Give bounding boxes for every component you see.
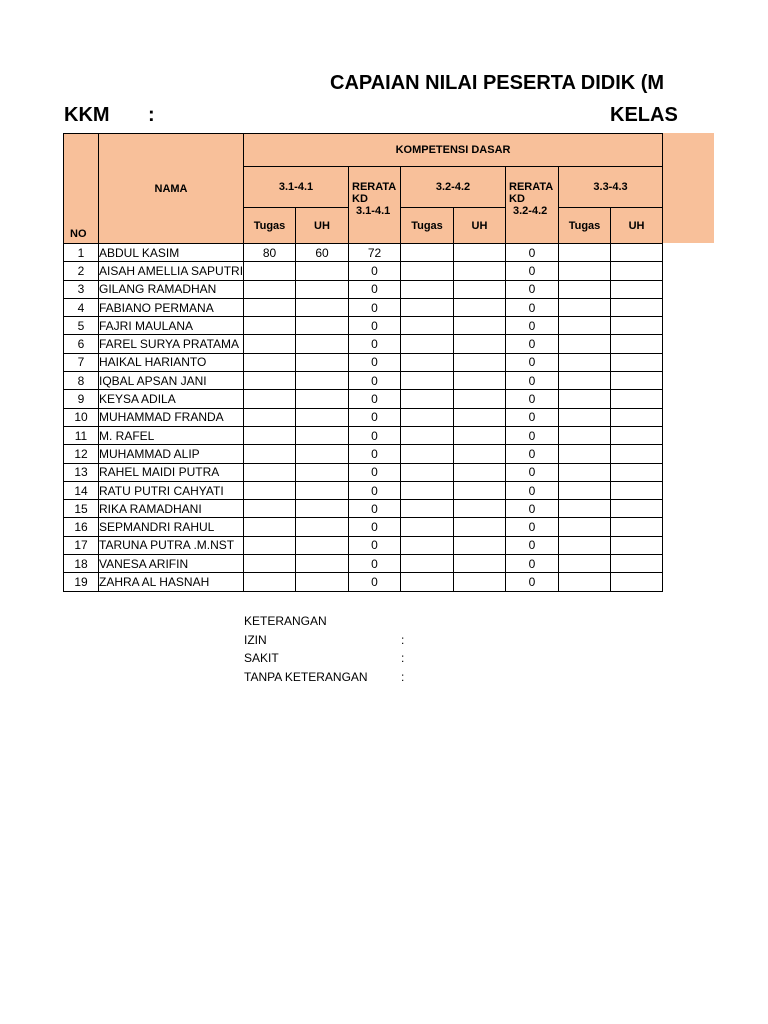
rerata-label: RERATA bbox=[509, 181, 554, 193]
kd1-rerata-cell: 72 bbox=[349, 244, 401, 262]
kd3-tugas-cell bbox=[559, 463, 611, 481]
kd3-tugas-cell bbox=[559, 372, 611, 390]
kd2-rerata-cell: 0 bbox=[506, 463, 559, 481]
student-name: KEYSA ADILA bbox=[99, 390, 244, 408]
kd1-tugas-cell bbox=[244, 445, 296, 463]
kd3-tugas-cell bbox=[559, 408, 611, 426]
table-row bbox=[64, 335, 663, 353]
kd3-uh-cell bbox=[611, 372, 663, 390]
table-row bbox=[64, 372, 663, 390]
kd2-rerata-cell: 0 bbox=[506, 555, 559, 573]
kd1-rerata-cell: 0 bbox=[349, 481, 401, 499]
kd2-rerata-cell: 0 bbox=[506, 536, 559, 554]
student-name: VANESA ARIFIN bbox=[99, 555, 244, 573]
student-name: RIKA RAMADHANI bbox=[99, 500, 244, 518]
table-row bbox=[64, 555, 663, 573]
kd3-uh-cell bbox=[611, 518, 663, 536]
kd3-uh-cell bbox=[611, 463, 663, 481]
row-number: 12 bbox=[64, 445, 99, 463]
row-number: 18 bbox=[64, 555, 99, 573]
row-number: 4 bbox=[64, 298, 99, 316]
kd1-uh-cell bbox=[296, 463, 349, 481]
kd1-tugas-cell bbox=[244, 298, 296, 316]
note-label: SAKIT bbox=[244, 651, 279, 665]
kd1-tugas-cell bbox=[244, 408, 296, 426]
kd2-uh-cell bbox=[454, 244, 506, 262]
kd1-rerata-cell: 0 bbox=[349, 573, 401, 591]
table-row bbox=[64, 317, 663, 335]
header-uh: UH bbox=[454, 208, 506, 244]
kd1-rerata-cell: 0 bbox=[349, 408, 401, 426]
kd2-rerata-cell: 0 bbox=[506, 408, 559, 426]
row-number: 5 bbox=[64, 317, 99, 335]
kd1-tugas-cell bbox=[244, 481, 296, 499]
kd3-tugas-cell bbox=[559, 426, 611, 444]
kd3-uh-cell bbox=[611, 390, 663, 408]
rerata-kd-label: KD bbox=[352, 193, 368, 205]
kd1-rerata-cell: 0 bbox=[349, 317, 401, 335]
note-row-izin bbox=[244, 631, 414, 650]
table-row bbox=[64, 518, 663, 536]
kd2-uh-cell bbox=[454, 536, 506, 554]
kd3-tugas-cell bbox=[559, 481, 611, 499]
kd3-tugas-cell bbox=[559, 390, 611, 408]
kd1-tugas-cell bbox=[244, 353, 296, 371]
kd1-tugas-cell bbox=[244, 500, 296, 518]
kd3-tugas-cell bbox=[559, 353, 611, 371]
notes-section bbox=[244, 612, 414, 686]
kd2-uh-cell bbox=[454, 555, 506, 573]
kd1-tugas-cell bbox=[244, 573, 296, 591]
kd1-rerata-cell: 0 bbox=[349, 463, 401, 481]
header-rerata-kd-3-1 bbox=[349, 167, 401, 244]
kd1-rerata-cell: 0 bbox=[349, 555, 401, 573]
table-row bbox=[64, 408, 663, 426]
kd3-uh-cell bbox=[611, 426, 663, 444]
header-rerata-kd-3-2 bbox=[506, 167, 559, 244]
kd3-tugas-cell bbox=[559, 445, 611, 463]
header-tugas: Tugas bbox=[559, 208, 611, 244]
student-name: FABIANO PERMANA bbox=[99, 298, 244, 316]
kd2-tugas-cell bbox=[401, 372, 454, 390]
kd3-tugas-cell bbox=[559, 298, 611, 316]
note-colon: : bbox=[401, 669, 405, 684]
kd3-tugas-cell bbox=[559, 573, 611, 591]
kd2-rerata-cell: 0 bbox=[506, 500, 559, 518]
kd1-rerata-cell: 0 bbox=[349, 445, 401, 463]
kd2-rerata-cell: 0 bbox=[506, 335, 559, 353]
kd2-tugas-cell bbox=[401, 244, 454, 262]
kd1-rerata-cell: 0 bbox=[349, 372, 401, 390]
note-label: TANPA KETERANGAN bbox=[244, 669, 368, 684]
kd1-tugas-cell bbox=[244, 463, 296, 481]
kd1-rerata-cell: 0 bbox=[349, 298, 401, 316]
grades-table bbox=[63, 133, 663, 592]
kd2-tugas-cell bbox=[401, 317, 454, 335]
rerata-label: RERATA bbox=[352, 181, 397, 193]
table-row bbox=[64, 481, 663, 499]
kd1-tugas-cell bbox=[244, 555, 296, 573]
row-number: 8 bbox=[64, 372, 99, 390]
kd3-tugas-cell bbox=[559, 262, 611, 280]
student-name: MUHAMMAD ALIP bbox=[99, 445, 244, 463]
kd2-uh-cell bbox=[454, 390, 506, 408]
table-row bbox=[64, 445, 663, 463]
kelas-label: KELAS bbox=[610, 104, 678, 126]
row-number: 3 bbox=[64, 280, 99, 298]
kd1-rerata-cell: 0 bbox=[349, 500, 401, 518]
row-number: 7 bbox=[64, 353, 99, 371]
kd1-uh-cell bbox=[296, 481, 349, 499]
kd2-tugas-cell bbox=[401, 280, 454, 298]
student-name: ABDUL KASIM bbox=[99, 244, 244, 262]
header-tugas: Tugas bbox=[244, 208, 296, 244]
kd3-tugas-cell bbox=[559, 500, 611, 518]
kd2-tugas-cell bbox=[401, 500, 454, 518]
kd2-tugas-cell bbox=[401, 408, 454, 426]
table-row bbox=[64, 463, 663, 481]
kd1-rerata-cell: 0 bbox=[349, 518, 401, 536]
kd2-tugas-cell bbox=[401, 536, 454, 554]
student-name: M. RAFEL bbox=[99, 426, 244, 444]
kd3-uh-cell bbox=[611, 536, 663, 554]
row-number: 9 bbox=[64, 390, 99, 408]
row-number: 1 bbox=[64, 244, 99, 262]
kd2-rerata-cell: 0 bbox=[506, 390, 559, 408]
kkm-label: KKM bbox=[64, 104, 110, 126]
kd3-uh-cell bbox=[611, 500, 663, 518]
kd2-uh-cell bbox=[454, 445, 506, 463]
student-name: SEPMANDRI RAHUL bbox=[99, 518, 244, 536]
table-row bbox=[64, 573, 663, 591]
student-name: FAJRI MAULANA bbox=[99, 317, 244, 335]
kd1-uh-cell bbox=[296, 500, 349, 518]
kd1-uh-cell bbox=[296, 353, 349, 371]
kd2-rerata-cell: 0 bbox=[506, 573, 559, 591]
kd1-uh-cell: 60 bbox=[296, 244, 349, 262]
kd3-tugas-cell bbox=[559, 335, 611, 353]
header-kd-3-3: 3.3-4.3 bbox=[559, 167, 663, 208]
grade-rows bbox=[64, 244, 663, 592]
kd2-tugas-cell bbox=[401, 445, 454, 463]
kd3-uh-cell bbox=[611, 262, 663, 280]
kd2-uh-cell bbox=[454, 426, 506, 444]
kd1-rerata-cell: 0 bbox=[349, 262, 401, 280]
kd1-rerata-cell: 0 bbox=[349, 426, 401, 444]
note-row-tanpa-keterangan bbox=[244, 668, 414, 687]
kd3-uh-cell bbox=[611, 353, 663, 371]
kd2-uh-cell bbox=[454, 280, 506, 298]
kd2-tugas-cell bbox=[401, 262, 454, 280]
kd2-tugas-cell bbox=[401, 298, 454, 316]
kd1-uh-cell bbox=[296, 408, 349, 426]
kd3-uh-cell bbox=[611, 445, 663, 463]
kd1-tugas-cell bbox=[244, 372, 296, 390]
kd2-rerata-cell: 0 bbox=[506, 481, 559, 499]
kd3-uh-cell bbox=[611, 408, 663, 426]
row-number: 19 bbox=[64, 573, 99, 591]
kd1-tugas-cell bbox=[244, 317, 296, 335]
kd1-rerata-cell: 0 bbox=[349, 280, 401, 298]
kd1-uh-cell bbox=[296, 262, 349, 280]
kd1-uh-cell bbox=[296, 390, 349, 408]
kd2-uh-cell bbox=[454, 353, 506, 371]
kd1-tugas-cell bbox=[244, 426, 296, 444]
table-row bbox=[64, 244, 663, 262]
kd3-uh-cell bbox=[611, 244, 663, 262]
kd2-uh-cell bbox=[454, 298, 506, 316]
header-uh: UH bbox=[611, 208, 663, 244]
kd2-rerata-cell: 0 bbox=[506, 353, 559, 371]
kkm-colon: : bbox=[148, 104, 155, 126]
kd2-tugas-cell bbox=[401, 353, 454, 371]
table-row bbox=[64, 390, 663, 408]
student-name: RAHEL MAIDI PUTRA bbox=[99, 463, 244, 481]
row-number: 16 bbox=[64, 518, 99, 536]
row-number: 10 bbox=[64, 408, 99, 426]
kd1-uh-cell bbox=[296, 518, 349, 536]
header-kompetensi-dasar: KOMPETENSI DASAR bbox=[244, 134, 663, 167]
kd2-tugas-cell bbox=[401, 335, 454, 353]
kd2-rerata-cell: 0 bbox=[506, 445, 559, 463]
row-number: 2 bbox=[64, 262, 99, 280]
student-name: ZAHRA AL HASNAH bbox=[99, 573, 244, 591]
kd3-tugas-cell bbox=[559, 280, 611, 298]
notes-title: KETERANGAN bbox=[244, 614, 327, 628]
header-nama: NAMA bbox=[99, 134, 244, 244]
kd1-tugas-cell bbox=[244, 518, 296, 536]
student-name: AISAH AMELLIA SAPUTRI bbox=[99, 262, 244, 280]
student-name: IQBAL APSAN JANI bbox=[99, 372, 244, 390]
kd1-uh-cell bbox=[296, 298, 349, 316]
kd1-tugas-cell bbox=[244, 335, 296, 353]
kd1-rerata-cell: 0 bbox=[349, 536, 401, 554]
student-name: MUHAMMAD FRANDA bbox=[99, 408, 244, 426]
student-name: HAIKAL HARIANTO bbox=[99, 353, 244, 371]
header-uh: UH bbox=[296, 208, 349, 244]
table-row bbox=[64, 280, 663, 298]
kd2-rerata-cell: 0 bbox=[506, 426, 559, 444]
table-row bbox=[64, 298, 663, 316]
kd1-rerata-cell: 0 bbox=[349, 353, 401, 371]
table-row bbox=[64, 353, 663, 371]
kd1-uh-cell bbox=[296, 445, 349, 463]
rerata-kd-label: KD bbox=[509, 193, 525, 205]
kd1-uh-cell bbox=[296, 573, 349, 591]
kd3-uh-cell bbox=[611, 317, 663, 335]
kd2-uh-cell bbox=[454, 500, 506, 518]
kd3-uh-cell bbox=[611, 298, 663, 316]
kd2-rerata-cell: 0 bbox=[506, 244, 559, 262]
kd2-tugas-cell bbox=[401, 481, 454, 499]
table-row bbox=[64, 262, 663, 280]
student-name: TARUNA PUTRA .M.NST bbox=[99, 536, 244, 554]
table-row bbox=[64, 500, 663, 518]
kd2-rerata-cell: 0 bbox=[506, 298, 559, 316]
kd3-tugas-cell bbox=[559, 555, 611, 573]
kd3-uh-cell bbox=[611, 335, 663, 353]
kd2-uh-cell bbox=[454, 335, 506, 353]
kd1-uh-cell bbox=[296, 335, 349, 353]
kd2-uh-cell bbox=[454, 463, 506, 481]
kd3-uh-cell bbox=[611, 481, 663, 499]
kd2-uh-cell bbox=[454, 372, 506, 390]
kd1-tugas-cell bbox=[244, 262, 296, 280]
kd3-tugas-cell bbox=[559, 518, 611, 536]
note-label: IZIN bbox=[244, 632, 267, 647]
kd1-tugas-cell: 80 bbox=[244, 244, 296, 262]
kd3-tugas-cell bbox=[559, 536, 611, 554]
kd1-uh-cell bbox=[296, 372, 349, 390]
note-colon: : bbox=[401, 632, 405, 647]
row-number: 6 bbox=[64, 335, 99, 353]
kd2-tugas-cell bbox=[401, 518, 454, 536]
table-row bbox=[64, 426, 663, 444]
kd1-tugas-cell bbox=[244, 280, 296, 298]
kd1-uh-cell bbox=[296, 426, 349, 444]
kd2-uh-cell bbox=[454, 573, 506, 591]
header-tugas: Tugas bbox=[401, 208, 454, 244]
kd2-tugas-cell bbox=[401, 426, 454, 444]
header-fill-extension bbox=[662, 133, 714, 243]
kd1-rerata-cell: 0 bbox=[349, 390, 401, 408]
note-colon: : bbox=[401, 651, 405, 665]
kd1-uh-cell bbox=[296, 536, 349, 554]
kd1-rerata-cell: 0 bbox=[349, 335, 401, 353]
header-no: NO bbox=[64, 134, 99, 244]
student-name: FAREL SURYA PRATAMA bbox=[99, 335, 244, 353]
kd3-uh-cell bbox=[611, 573, 663, 591]
kd2-tugas-cell bbox=[401, 555, 454, 573]
note-row-sakit bbox=[244, 649, 414, 668]
kd1-tugas-cell bbox=[244, 390, 296, 408]
kd3-tugas-cell bbox=[559, 317, 611, 335]
row-number: 14 bbox=[64, 481, 99, 499]
rerata-range-label: 3.2-4.2 bbox=[513, 205, 548, 217]
row-number: 15 bbox=[64, 500, 99, 518]
row-number: 13 bbox=[64, 463, 99, 481]
rerata-range-label: 3.1-4.1 bbox=[356, 205, 391, 217]
kd3-uh-cell bbox=[611, 280, 663, 298]
header-kd-3-2: 3.2-4.2 bbox=[401, 167, 506, 208]
kd1-uh-cell bbox=[296, 555, 349, 573]
kd1-uh-cell bbox=[296, 317, 349, 335]
kd2-uh-cell bbox=[454, 262, 506, 280]
kd2-tugas-cell bbox=[401, 573, 454, 591]
kd2-rerata-cell: 0 bbox=[506, 518, 559, 536]
page-title: CAPAIAN NILAI PESERTA DIDIK (M bbox=[330, 72, 665, 94]
student-name: RATU PUTRI CAHYATI bbox=[99, 481, 244, 499]
kd2-uh-cell bbox=[454, 317, 506, 335]
table-row bbox=[64, 536, 663, 554]
row-number: 17 bbox=[64, 536, 99, 554]
kd2-tugas-cell bbox=[401, 463, 454, 481]
kd1-uh-cell bbox=[296, 280, 349, 298]
kd3-tugas-cell bbox=[559, 244, 611, 262]
kd2-uh-cell bbox=[454, 481, 506, 499]
row-number: 11 bbox=[64, 426, 99, 444]
kd2-uh-cell bbox=[454, 518, 506, 536]
notes-title-row bbox=[244, 612, 414, 631]
student-name: GILANG RAMADHAN bbox=[99, 280, 244, 298]
kd2-uh-cell bbox=[454, 408, 506, 426]
kd3-uh-cell bbox=[611, 555, 663, 573]
kd2-rerata-cell: 0 bbox=[506, 317, 559, 335]
kd1-tugas-cell bbox=[244, 536, 296, 554]
kd2-tugas-cell bbox=[401, 390, 454, 408]
kd2-rerata-cell: 0 bbox=[506, 372, 559, 390]
header-kd-3-1: 3.1-4.1 bbox=[244, 167, 349, 208]
kd2-rerata-cell: 0 bbox=[506, 280, 559, 298]
kd2-rerata-cell: 0 bbox=[506, 262, 559, 280]
